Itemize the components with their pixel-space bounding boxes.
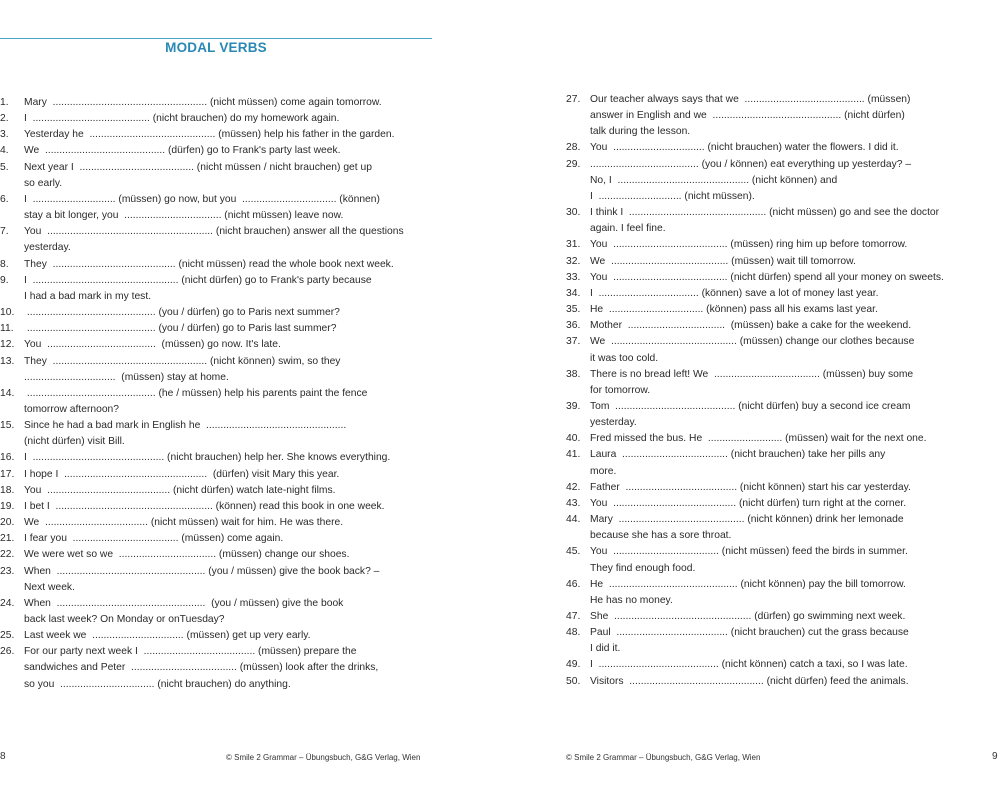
exercise-number: 41. bbox=[566, 449, 581, 461]
exercise-item bbox=[0, 192, 430, 224]
exercise-number: 26. bbox=[0, 646, 15, 658]
exercise-item bbox=[566, 318, 986, 334]
exercise-number: 8. bbox=[0, 258, 9, 270]
exercise-item bbox=[566, 657, 986, 673]
exercise-number: 43. bbox=[566, 497, 581, 509]
exercise-line: talk during the lesson. bbox=[590, 126, 691, 138]
exercise-line: He ................................. (können) pass all his exams last year. bbox=[590, 304, 878, 316]
exercise-line: more. bbox=[590, 465, 617, 477]
exercise-line: You ........................................... (nicht dürfen) watch late-night films. bbox=[24, 484, 336, 496]
exercise-line: Father ....................................... (nicht können) start his car yesterday. bbox=[590, 481, 911, 493]
exercise-line: For our party next week I ....................................... (müssen) prepare the bbox=[24, 646, 357, 658]
exercise-line: again. I feel fine. bbox=[590, 223, 666, 235]
exercise-line: ............................................. (you / dürfen) go to Paris next summer? bbox=[24, 307, 340, 319]
exercise-item bbox=[566, 625, 986, 657]
exercise-line: When .................................................... (you / müssen) give the book back? – bbox=[24, 565, 380, 577]
exercise-item bbox=[566, 270, 986, 286]
page-title: MODAL VERBS bbox=[165, 40, 267, 55]
exercise-line: I bet I ....................................................... (können) read this book in one week. bbox=[24, 500, 385, 512]
exercise-number: 28. bbox=[566, 142, 581, 154]
exercise-number: 18. bbox=[0, 484, 15, 496]
exercise-line: because she has a sore throat. bbox=[590, 530, 732, 542]
exercise-item bbox=[566, 480, 986, 496]
exercise-item bbox=[0, 499, 430, 515]
exercise-line: You ..................................... (nicht müssen) feed the birds in summer. bbox=[590, 546, 908, 558]
exercise-number: 6. bbox=[0, 193, 9, 205]
exercise-line: I hope I .................................................. (dürfen) visit Mary this year. bbox=[24, 468, 340, 480]
exercise-number: 5. bbox=[0, 161, 9, 173]
exercise-item bbox=[0, 160, 430, 192]
exercise-number: 22. bbox=[0, 549, 15, 561]
exercise-item bbox=[0, 386, 430, 418]
exercise-number: 24. bbox=[0, 597, 15, 609]
exercise-line: They ........................................... (nicht müssen) read the whole book next week. bbox=[24, 258, 394, 270]
exercise-item bbox=[0, 450, 430, 466]
exercise-item bbox=[566, 674, 986, 690]
exercise-number: 7. bbox=[0, 226, 9, 238]
exercise-item bbox=[0, 95, 430, 111]
exercise-item bbox=[0, 564, 430, 596]
exercise-number: 39. bbox=[566, 400, 581, 412]
exercise-item bbox=[0, 337, 430, 353]
exercise-item bbox=[0, 143, 430, 159]
exercise-line: Tom .......................................... (nicht dürfen) buy a second ice cream bbox=[590, 400, 911, 412]
exercise-line: stay a bit longer, you .................................. (nicht müssen) leave now. bbox=[24, 210, 344, 222]
exercise-line: You ........................................... (nicht dürfen) turn right at the corner. bbox=[590, 497, 907, 509]
exercise-number: 29. bbox=[566, 158, 581, 170]
exercise-line: I ................................... (können) save a lot of money last year. bbox=[590, 287, 879, 299]
exercise-line: They ...................................................... (nicht können) swim, so they bbox=[24, 355, 341, 367]
exercise-number: 37. bbox=[566, 336, 581, 348]
exercise-line: He has no money. bbox=[590, 594, 673, 606]
exercise-number: 38. bbox=[566, 368, 581, 380]
exercise-line: You .......................................................... (nicht brauchen) answer all the questions bbox=[24, 226, 404, 238]
exercise-line: Paul ....................................... (nicht brauchen) cut the grass because bbox=[590, 627, 909, 639]
exercise-line: for tomorrow. bbox=[590, 384, 651, 396]
exercise-line: I .......................................... (nicht können) catch a taxi, so I was late. bbox=[590, 659, 908, 671]
exercise-item bbox=[0, 273, 430, 305]
exercise-item bbox=[0, 515, 430, 531]
exercise-line: Fred missed the bus. He .......................... (müssen) wait for the next one. bbox=[590, 433, 927, 445]
exercise-line: Laura ..................................... (nicht brauchen) take her pills any bbox=[590, 449, 886, 461]
exercise-line: We .................................... (nicht müssen) wait for him. He was there. bbox=[24, 517, 344, 529]
exercise-item bbox=[566, 577, 986, 609]
exercise-line: Mary ............................................ (nicht können) drink her lemonade bbox=[590, 514, 904, 526]
exercise-line: Next week. bbox=[24, 581, 75, 593]
exercise-line: Next year I ........................................ (nicht müssen / nicht brauchen) get up bbox=[24, 161, 372, 173]
exercise-number: 35. bbox=[566, 304, 581, 316]
exercise-line: sandwiches and Peter ..................................... (müssen) look after the drinks, bbox=[24, 662, 379, 674]
exercise-line: You ...................................... (müssen) go now. It's late. bbox=[24, 339, 281, 351]
exercise-line: I ............................. (müssen) go now, but you ................................. (können) bbox=[24, 193, 380, 205]
exercise-number: 16. bbox=[0, 452, 15, 464]
exercise-number: 48. bbox=[566, 627, 581, 639]
exercise-line: tomorrow afternoon? bbox=[24, 403, 120, 415]
exercise-line: I ......................................... (nicht brauchen) do my homework again. bbox=[24, 113, 340, 125]
exercise-line: (nicht dürfen) visit Bill. bbox=[24, 436, 125, 448]
right-copyright: © Smile 2 Grammar – Übungsbuch, G&G Verlag, Wien bbox=[566, 753, 761, 762]
exercise-item bbox=[0, 547, 430, 563]
exercise-line: He ............................................. (nicht können) pay the bill tomorrow. bbox=[590, 578, 906, 590]
exercise-line: it was too cold. bbox=[590, 352, 659, 364]
exercise-number: 49. bbox=[566, 659, 581, 671]
exercise-number: 17. bbox=[0, 468, 15, 480]
exercise-line: We ......................................... (müssen) wait till tomorrow. bbox=[590, 255, 856, 267]
exercise-item bbox=[0, 127, 430, 143]
exercise-line: Mary ...................................................... (nicht müssen) come again tomorrow. bbox=[24, 97, 382, 108]
exercise-line: I ................................................... (nicht dürfen) go to Frank's party because bbox=[24, 274, 372, 286]
exercise-item bbox=[0, 257, 430, 273]
exercise-number: 12. bbox=[0, 339, 15, 351]
exercise-line: She ................................................ (dürfen) go swimming next week. bbox=[590, 611, 906, 622]
exercise-line: I ............................. (nicht müssen). bbox=[590, 190, 755, 202]
exercise-line: You ........................................ (nicht dürfen) spend all your money on sweets. bbox=[590, 271, 944, 283]
exercise-item bbox=[0, 483, 430, 499]
exercise-item bbox=[566, 512, 986, 544]
exercise-number: 31. bbox=[566, 239, 581, 251]
exercise-line: I .............................................. (nicht brauchen) help her. She knows everything. bbox=[24, 452, 391, 464]
exercise-item bbox=[0, 418, 430, 450]
exercise-line: When .................................................... (you / müssen) give the book bbox=[24, 597, 344, 609]
exercise-item bbox=[0, 305, 430, 321]
exercise-number: 14. bbox=[0, 387, 15, 399]
exercise-line: yesterday. bbox=[590, 417, 637, 429]
exercise-number: 1. bbox=[0, 97, 9, 108]
exercise-number: 13. bbox=[0, 355, 15, 367]
exercise-number: 27. bbox=[566, 94, 581, 105]
exercise-line: Last week we ................................ (müssen) get up very early. bbox=[24, 630, 311, 642]
title-rule bbox=[0, 38, 432, 39]
exercise-line: I did it. bbox=[590, 643, 621, 655]
exercise-item bbox=[566, 286, 986, 302]
exercise-line: Since he had a bad mark in English he ................................................. bbox=[24, 420, 347, 432]
exercise-line: We .......................................... (dürfen) go to Frank's party last week. bbox=[24, 145, 341, 157]
exercise-number: 4. bbox=[0, 145, 9, 157]
exercise-number: 10. bbox=[0, 307, 15, 319]
left-page-number: 8 bbox=[0, 751, 6, 762]
exercise-number: 3. bbox=[0, 129, 9, 141]
exercise-number: 20. bbox=[0, 517, 15, 529]
exercise-number: 15. bbox=[0, 420, 15, 432]
exercise-line: ...................................... (you / können) eat everything up yesterday? – bbox=[590, 158, 912, 170]
exercise-number: 40. bbox=[566, 433, 581, 445]
exercise-number: 9. bbox=[0, 274, 9, 286]
left-exercise-column bbox=[0, 95, 430, 693]
exercise-number: 34. bbox=[566, 287, 581, 299]
exercise-number: 33. bbox=[566, 271, 581, 283]
exercise-line: We ............................................ (müssen) change our clothes because bbox=[590, 336, 915, 348]
exercise-item bbox=[0, 596, 430, 628]
exercise-item bbox=[566, 431, 986, 447]
exercise-item bbox=[0, 321, 430, 337]
exercise-number: 30. bbox=[566, 207, 581, 219]
exercise-item bbox=[0, 467, 430, 483]
exercise-line: Our teacher always says that we .......................................... (müssen) bbox=[590, 94, 911, 105]
exercise-item bbox=[0, 644, 430, 692]
exercise-line: Yesterday he ............................................ (müssen) help his father in the garden. bbox=[24, 129, 395, 141]
exercise-item bbox=[566, 544, 986, 576]
exercise-number: 50. bbox=[566, 675, 581, 687]
exercise-line: I think I ................................................ (nicht müssen) go and see the doctor bbox=[590, 207, 940, 219]
exercise-item bbox=[566, 254, 986, 270]
exercise-line: I had a bad mark in my test. bbox=[24, 290, 152, 302]
exercise-number: 42. bbox=[566, 481, 581, 493]
exercise-item bbox=[0, 628, 430, 644]
exercise-line: ............................................. (he / müssen) help his parents paint the fence bbox=[24, 387, 368, 399]
exercise-number: 32. bbox=[566, 255, 581, 267]
exercise-number: 11. bbox=[0, 323, 14, 335]
exercise-number: 23. bbox=[0, 565, 15, 577]
exercise-line: ................................ (müssen) stay at home. bbox=[24, 371, 229, 383]
right-page-number: 9 bbox=[992, 751, 998, 762]
exercise-line: so early. bbox=[24, 177, 63, 189]
exercise-line: Visitors ............................................... (nicht dürfen) feed the animals. bbox=[590, 675, 909, 687]
exercise-line: You ........................................ (müssen) ring him up before tomorrow. bbox=[590, 239, 908, 251]
exercise-number: 45. bbox=[566, 546, 581, 558]
exercise-line: Mother .................................. (müssen) bake a cake for the weekend. bbox=[590, 320, 912, 332]
exercise-line: so you ................................. (nicht brauchen) do anything. bbox=[24, 678, 291, 690]
exercise-item bbox=[566, 140, 986, 156]
exercise-line: They find enough food. bbox=[590, 562, 696, 574]
exercise-item bbox=[0, 111, 430, 127]
exercise-item bbox=[566, 496, 986, 512]
exercise-item bbox=[0, 531, 430, 547]
exercise-item bbox=[566, 237, 986, 253]
exercise-number: 46. bbox=[566, 578, 581, 590]
right-exercise-column bbox=[566, 92, 986, 690]
exercise-number: 47. bbox=[566, 611, 581, 622]
exercise-item bbox=[566, 92, 986, 140]
exercise-line: answer in English and we ............................................. (nicht dürfen) bbox=[590, 110, 905, 122]
exercise-number: 36. bbox=[566, 320, 581, 332]
exercise-item bbox=[0, 354, 430, 386]
exercise-item bbox=[566, 609, 986, 625]
exercise-number: 2. bbox=[0, 113, 9, 125]
exercise-line: I fear you ..................................... (müssen) come again. bbox=[24, 533, 284, 545]
exercise-line: You ................................ (nicht brauchen) water the flowers. I did it. bbox=[590, 142, 899, 154]
exercise-item bbox=[566, 447, 986, 479]
left-copyright: © Smile 2 Grammar – Übungsbuch, G&G Verlag, Wien bbox=[226, 753, 421, 762]
exercise-item bbox=[566, 205, 986, 237]
exercise-item bbox=[566, 399, 986, 431]
exercise-number: 25. bbox=[0, 630, 15, 642]
exercise-line: yesterday. bbox=[24, 242, 71, 254]
exercise-line: ............................................. (you / dürfen) go to Paris last summer? bbox=[24, 323, 337, 335]
exercise-line: There is no bread left! We ..................................... (müssen) buy some bbox=[590, 368, 914, 380]
exercise-number: 21. bbox=[0, 533, 15, 545]
exercise-item bbox=[566, 334, 986, 366]
exercise-item bbox=[0, 224, 430, 256]
exercise-number: 44. bbox=[566, 514, 581, 526]
exercise-item bbox=[566, 157, 986, 205]
exercise-line: back last week? On Monday or onTuesday? bbox=[24, 614, 225, 625]
exercise-item bbox=[566, 302, 986, 318]
exercise-number: 19. bbox=[0, 500, 15, 512]
exercise-item bbox=[566, 367, 986, 399]
exercise-line: We were wet so we .................................. (müssen) change our shoes. bbox=[24, 549, 350, 561]
exercise-line: No, I .............................................. (nicht können) and bbox=[590, 174, 838, 186]
